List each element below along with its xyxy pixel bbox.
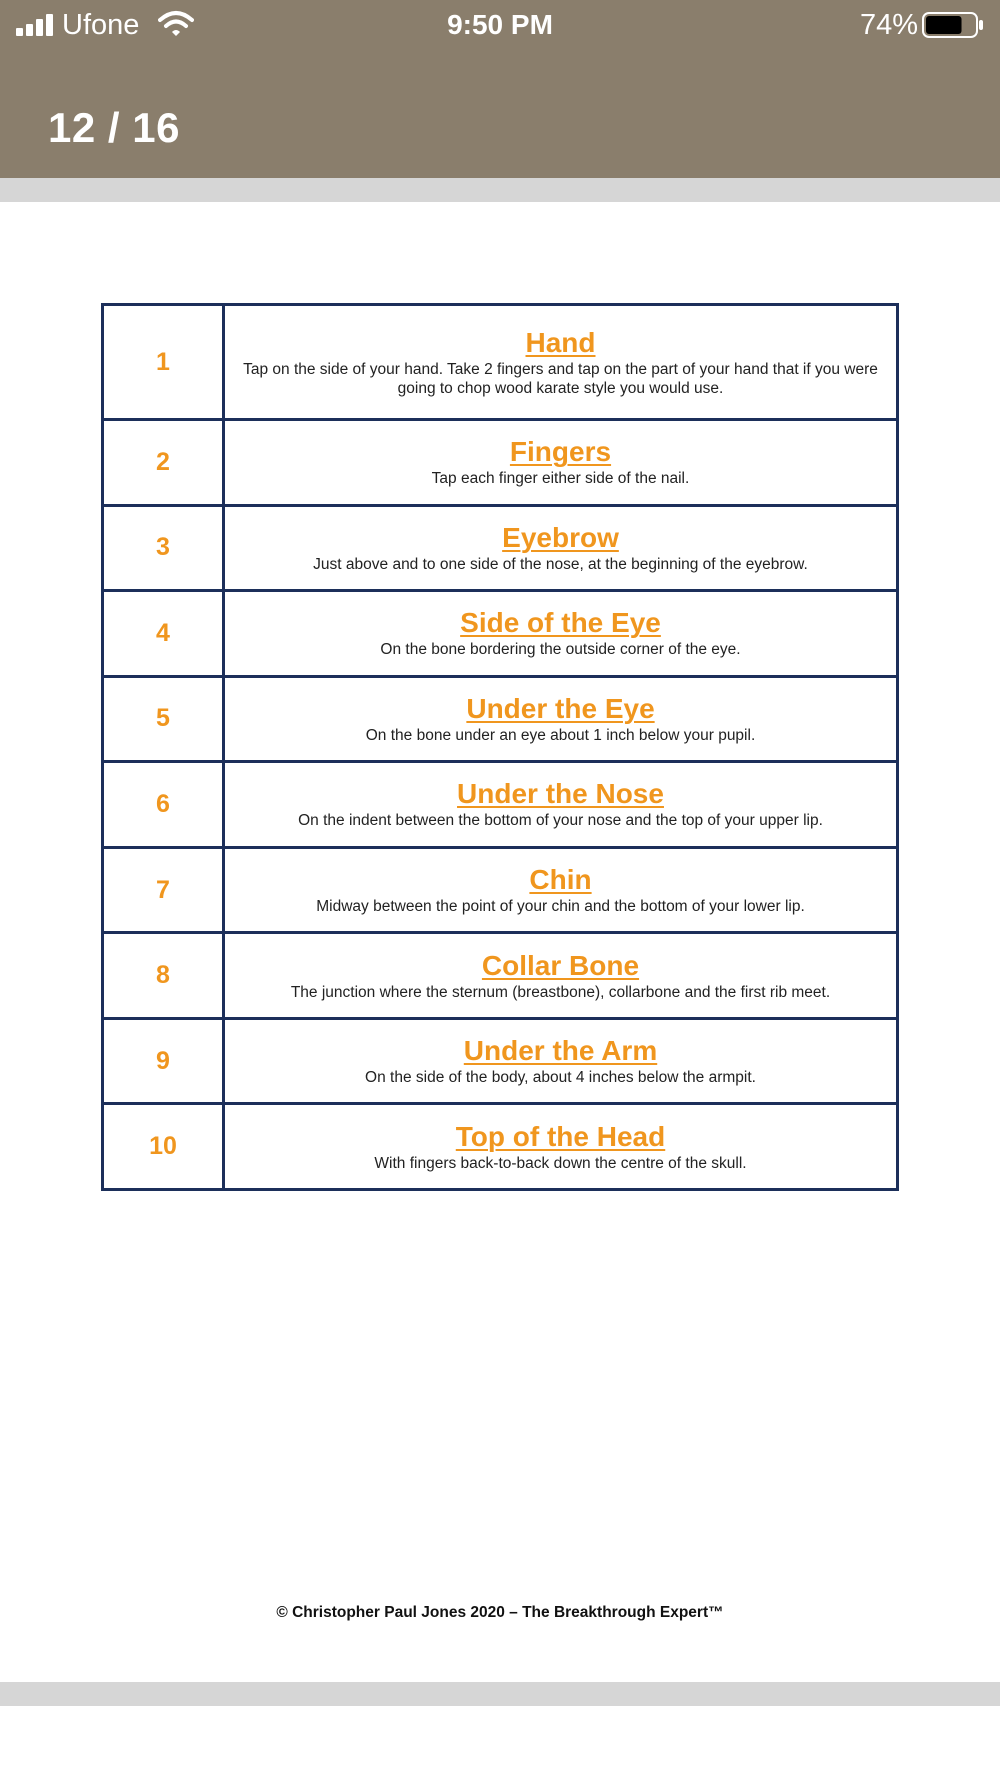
table-row xyxy=(103,762,898,848)
point-cell xyxy=(224,933,898,1019)
point-description: Midway between the point of your chin and the bottom of your lower lip. xyxy=(316,898,805,916)
table-row xyxy=(103,420,898,506)
point-description: On the bone bordering the outside corner of the eye. xyxy=(380,641,741,659)
battery-percent: 74% xyxy=(859,9,918,41)
point-cell xyxy=(224,676,898,762)
table-row xyxy=(103,847,898,933)
point-title: Hand xyxy=(525,326,596,358)
copyright-footer: © Christopher Paul Jones 2020 – The Breakthrough Expert™ xyxy=(276,1604,724,1621)
point-title: Under the Eye xyxy=(466,692,655,724)
carrier-name: Ufone xyxy=(62,9,140,41)
table-row xyxy=(103,676,898,762)
point-title: Chin xyxy=(529,864,592,896)
status-bar xyxy=(0,0,1000,50)
point-number: 8 xyxy=(103,933,224,1019)
viewer-header xyxy=(0,0,1000,178)
point-number: 3 xyxy=(103,505,224,591)
point-description: On the bone under an eye about 1 inch below your pupil. xyxy=(365,726,756,744)
point-description: On the indent between the bottom of your nose and the top of your upper lip. xyxy=(298,812,823,830)
point-description: On the side of the body, about 4 inches below the armpit. xyxy=(365,1069,756,1087)
point-cell xyxy=(224,305,898,420)
point-number: 7 xyxy=(103,847,224,933)
point-description: Tap on the side of your hand. Take 2 fingers and tap on the part of your hand that if you were going to chop wood karate style you would use. xyxy=(243,360,878,397)
page-edge-bottom xyxy=(0,1682,1000,1706)
point-cell xyxy=(224,1018,898,1104)
status-time: 9:50 PM xyxy=(447,9,553,40)
point-description: With fingers back-to-back down the centre of the skull. xyxy=(374,1154,747,1172)
table-row xyxy=(103,591,898,677)
point-title: Side of the Eye xyxy=(460,607,661,639)
point-number: 10 xyxy=(103,1104,224,1190)
point-cell xyxy=(224,762,898,848)
point-cell xyxy=(224,1104,898,1190)
table-row xyxy=(103,1018,898,1104)
point-cell xyxy=(224,847,898,933)
point-number: 6 xyxy=(103,762,224,848)
table-row xyxy=(103,1104,898,1190)
point-title: Under the Arm xyxy=(463,1035,658,1067)
point-title: Under the Nose xyxy=(457,778,664,810)
page-edge-top xyxy=(0,178,1000,202)
point-description: Just above and to one side of the nose, at the beginning of the eyebrow. xyxy=(313,555,808,573)
page-indicator: 12 / 16 xyxy=(48,104,180,151)
point-title: Fingers xyxy=(509,436,612,468)
point-description: Tap each finger either side of the nail. xyxy=(431,470,690,488)
point-title: Eyebrow xyxy=(502,521,619,553)
point-cell xyxy=(224,591,898,677)
table-row xyxy=(103,305,898,420)
point-description: The junction where the sternum (breastbone), collarbone and the first rib meet. xyxy=(290,983,831,1001)
point-cell xyxy=(224,420,898,506)
point-number: 1 xyxy=(103,305,224,420)
tapping-points-table xyxy=(101,303,899,1191)
table-row xyxy=(103,505,898,591)
point-number: 9 xyxy=(103,1018,224,1104)
point-title: Collar Bone xyxy=(481,949,640,981)
point-cell xyxy=(224,505,898,591)
point-number: 4 xyxy=(103,591,224,677)
table-row xyxy=(103,933,898,1019)
point-number: 5 xyxy=(103,676,224,762)
battery-icon xyxy=(922,12,984,38)
point-title: Top of the Head xyxy=(455,1120,666,1152)
point-number: 2 xyxy=(103,420,224,506)
